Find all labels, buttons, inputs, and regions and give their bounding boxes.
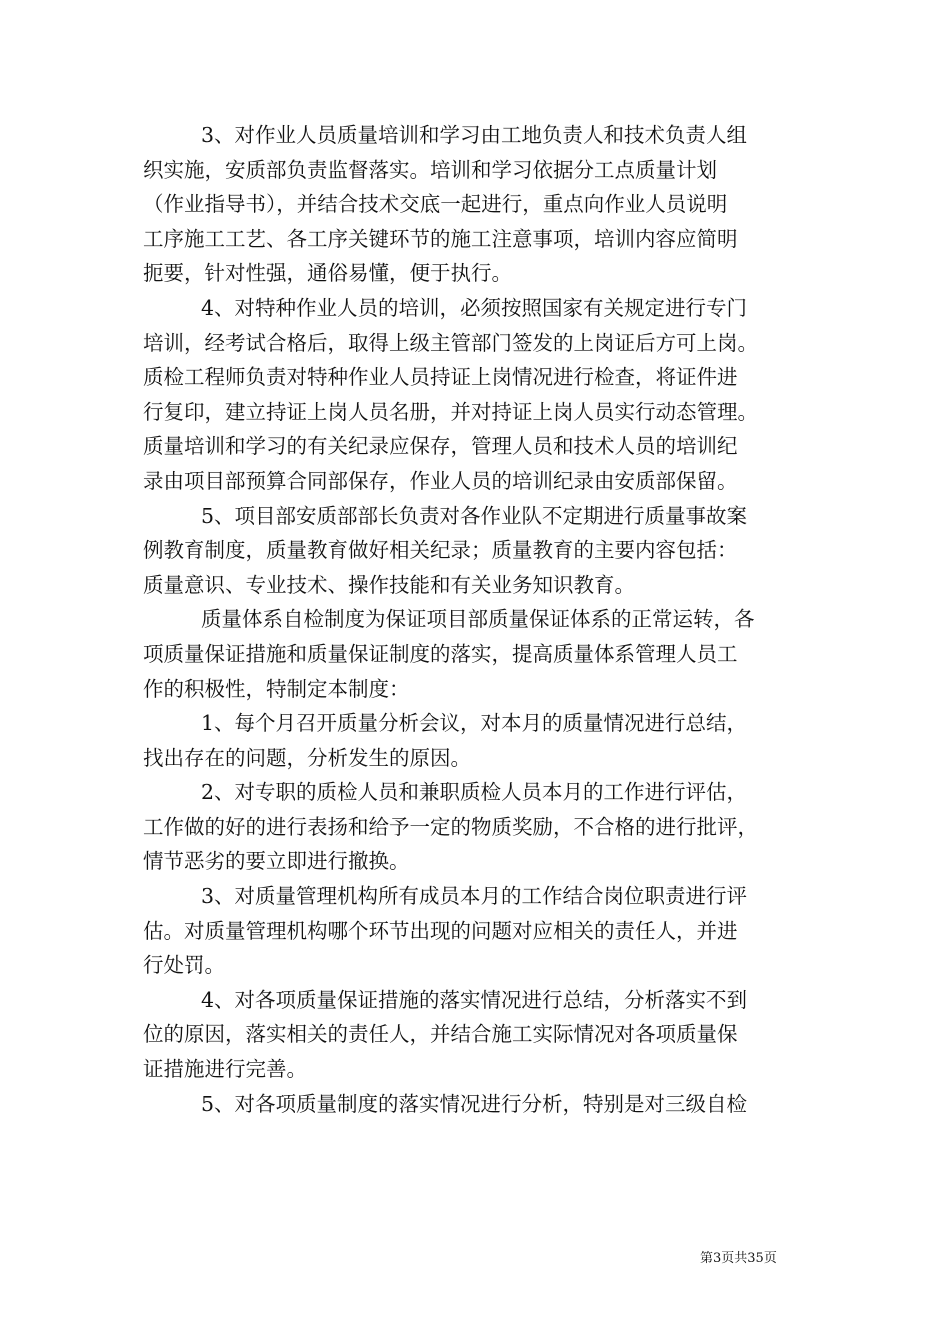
paragraph-line: 例教育制度，质量教育做好相关纪录；质量教育的主要内容包括：	[143, 538, 738, 563]
paragraph-line: 录由项目部预算合同部保存，作业人员的培训纪录由安质部保留。	[143, 468, 738, 493]
paragraph-line: 找出存在的问题，分析发生的原因。	[143, 745, 471, 770]
paragraph-line: 4、对特种作业人员的培训，必须按照国家有关规定进行专门	[201, 295, 748, 320]
paragraph-line: 估。对质量管理机构哪个环节出现的问题对应相关的责任人，并进	[143, 918, 738, 943]
paragraph-line: （作业指导书），并结合技术交底一起进行，重点向作业人员说明	[143, 192, 728, 217]
paragraph-line: 行处罚。	[143, 953, 225, 978]
document-body	[143, 118, 808, 1121]
paragraph-line: 2、对专职的质检人员和兼职质检人员本月的工作进行评估，	[201, 780, 748, 805]
paragraph-line: 质检工程师负责对特种作业人员持证上岗情况进行检查，将证件进	[143, 365, 738, 390]
paragraph-line: 作的积极性，特制定本制度：	[143, 676, 410, 701]
paragraph-line: 情节恶劣的要立即进行撤换。	[143, 849, 410, 874]
paragraph-line: 工作做的好的进行表扬和给予一定的物质奖励，不合格的进行批评，	[143, 814, 758, 839]
paragraph-line: 织实施，安质部负责监督落实。培训和学习依据分工点质量计划	[143, 157, 717, 182]
paragraph-line: 位的原因，落实相关的责任人，并结合施工实际情况对各项质量保	[143, 1022, 738, 1047]
paragraph-line: 3、对作业人员质量培训和学习由工地负责人和技术负责人组	[201, 123, 748, 147]
paragraph-line: 培训，经考试合格后，取得上级主管部门签发的上岗证后方可上岗。	[143, 330, 758, 355]
paragraph-line: 3、对质量管理机构所有成员本月的工作结合岗位职责进行评	[201, 884, 748, 909]
paragraph-line: 4、对各项质量保证措施的落实情况进行总结，分析落实不到	[201, 987, 748, 1012]
paragraph-line: 证措施进行完善。	[143, 1057, 307, 1082]
paragraph-line: 质量培训和学习的有关纪录应保存，管理人员和技术人员的培训纪	[143, 434, 738, 459]
paragraph-line: 5、项目部安质部部长负责对各作业队不定期进行质量事故案	[201, 503, 748, 528]
paragraph-line: 质量意识、专业技术、操作技能和有关业务知识教育。	[143, 572, 635, 597]
paragraph-line: 扼要，针对性强，通俗易懂，便于执行。	[143, 261, 512, 286]
paragraph-line: 项质量保证措施和质量保证制度的落实，提高质量体系管理人员工	[143, 641, 738, 666]
paragraph-line: 5、对各项质量制度的落实情况进行分析，特别是对三级自检	[201, 1091, 748, 1116]
paragraph-line: 行复印，建立持证上岗人员名册，并对持证上岗人员实行动态管理。	[143, 399, 758, 424]
paragraph-line: 质量体系自检制度为保证项目部质量保证体系的正常运转，各	[201, 607, 755, 632]
paragraph-line: 工序施工工艺、各工序关键环节的施工注意事项，培训内容应简明	[143, 226, 738, 251]
paragraph-line: 1、每个月召开质量分析会议，对本月的质量情况进行总结，	[201, 711, 748, 736]
page-number: 第3页共35页	[700, 1251, 777, 1266]
